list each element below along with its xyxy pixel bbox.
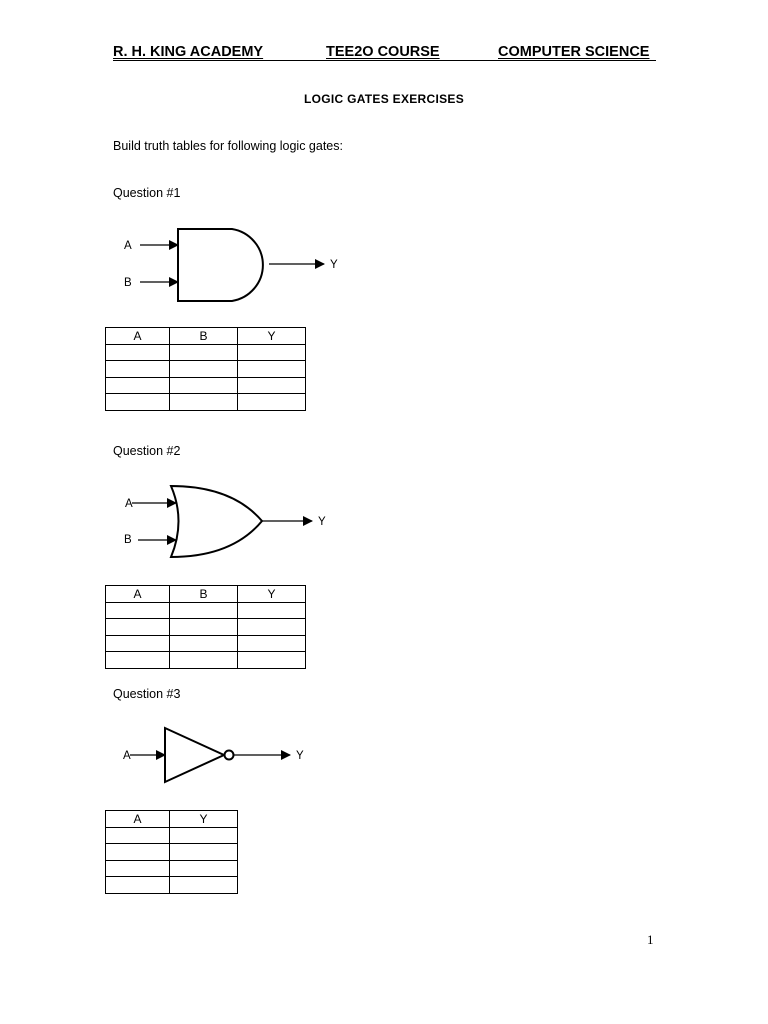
table-header: Y <box>238 328 306 345</box>
truth-table-2 <box>105 585 306 669</box>
table-row <box>106 361 306 378</box>
header-subject: COMPUTER SCIENCE <box>498 44 650 60</box>
table-header: A <box>106 586 170 603</box>
or-gate-icon <box>132 486 312 557</box>
truth-table-3 <box>105 810 238 894</box>
page-title: LOGIC GATES EXERCISES <box>303 92 465 106</box>
question-3-label: Question #3 <box>113 687 181 701</box>
header-underline <box>113 60 656 61</box>
table-header: A <box>106 328 170 345</box>
and-gate-icon <box>140 229 324 301</box>
question-1-label: Question #1 <box>113 186 181 200</box>
question-2-label: Question #2 <box>113 444 181 458</box>
table-row <box>106 602 306 619</box>
page-number: 1 <box>647 932 654 947</box>
table-row <box>106 652 306 669</box>
or-input-a-label: A <box>125 498 133 510</box>
table-row <box>106 827 238 844</box>
and-input-b-label: B <box>124 277 132 289</box>
table-header: Y <box>170 811 238 828</box>
not-gate-icon <box>130 728 290 782</box>
header-course: TEE2O COURSE <box>326 44 440 60</box>
not-output-label: Y <box>296 750 304 762</box>
or-output-label: Y <box>318 516 326 528</box>
and-output-label: Y <box>330 259 338 271</box>
table-row <box>106 377 306 394</box>
table-row <box>106 860 238 877</box>
not-input-a-label: A <box>123 750 131 762</box>
table-header: A <box>106 811 170 828</box>
table-header: Y <box>238 586 306 603</box>
instructions: Build truth tables for following logic gates: <box>113 139 343 153</box>
table-row <box>106 635 306 652</box>
table-row <box>106 877 238 894</box>
truth-table-1 <box>105 327 306 411</box>
and-input-a-label: A <box>124 240 132 252</box>
table-header: B <box>170 586 238 603</box>
header-school: R. H. KING ACADEMY <box>113 44 264 60</box>
table-row <box>106 394 306 411</box>
table-row <box>106 844 238 861</box>
table-row <box>106 344 306 361</box>
table-row <box>106 619 306 636</box>
or-input-b-label: B <box>124 534 132 546</box>
table-header: B <box>170 328 238 345</box>
